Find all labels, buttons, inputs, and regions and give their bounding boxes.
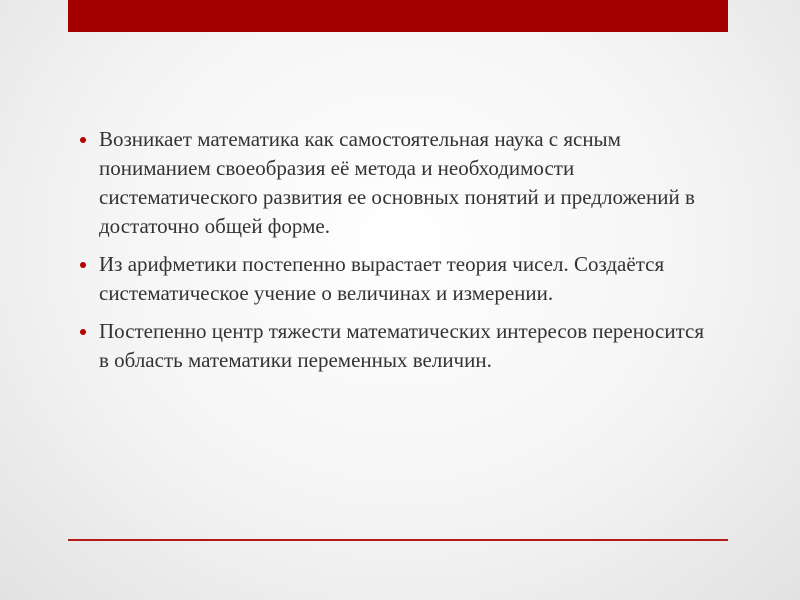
- bullet-text: Постепенно центр тяжести математических интересов переносится в область математики переменных величин.: [99, 319, 704, 372]
- bullet-text: Возникает математика как самостоятельная наука с ясным пониманием своеобразия её метода и необходимости систематического развития ее основных понятий и предложений в достаточно общей форме.: [99, 127, 695, 238]
- bullet-list: [78, 125, 718, 375]
- bullet-item: [78, 250, 718, 308]
- slide-content: [78, 125, 718, 384]
- bullet-dot-icon: [80, 329, 86, 335]
- bullet-item: [78, 317, 718, 375]
- title-band: [68, 0, 728, 32]
- bullet-item: [78, 125, 718, 241]
- bullet-text: Из арифметики постепенно вырастает теория чисел. Создаётся систематическое учение о величинах и измерении.: [99, 252, 665, 305]
- footer-divider: [68, 539, 728, 541]
- bullet-dot-icon: [80, 137, 86, 143]
- bullet-dot-icon: [80, 262, 86, 268]
